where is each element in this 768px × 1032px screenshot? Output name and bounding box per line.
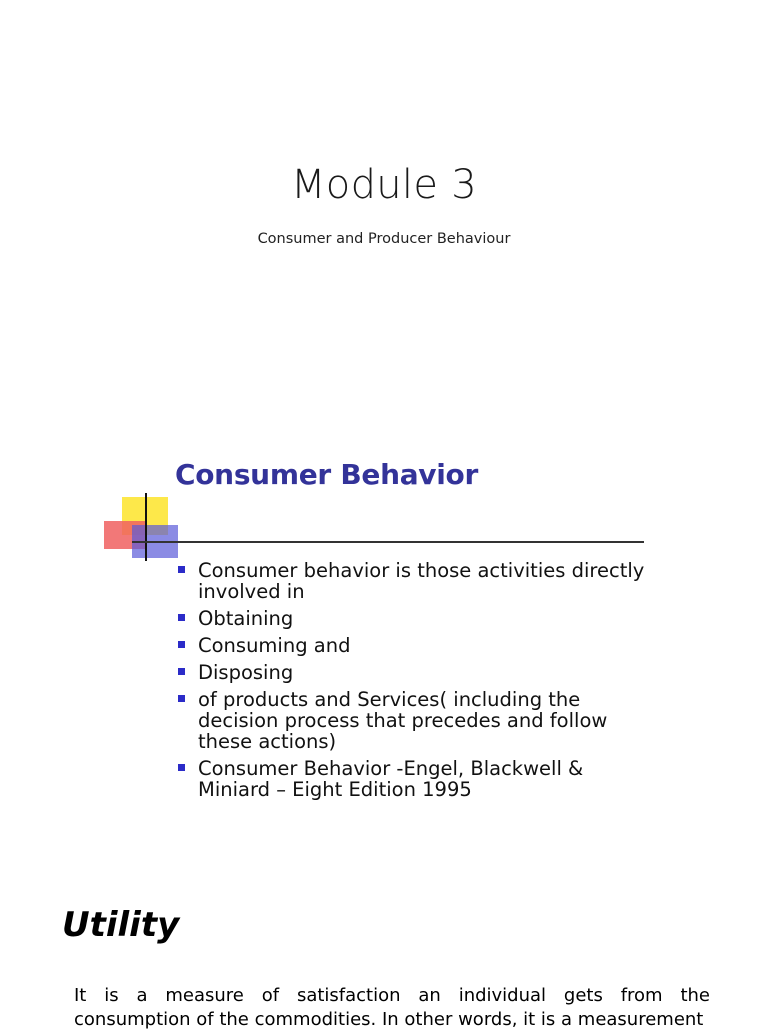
list-item [178, 635, 658, 656]
list-item-text: Consumer behavior is those activities directly involved in [198, 559, 645, 603]
bullet-list [178, 560, 658, 806]
title-slide [0, 0, 768, 420]
section-heading: Utility [62, 905, 180, 945]
square-bullet-icon [178, 614, 185, 621]
square-bullet-icon [178, 641, 185, 648]
page-title: Module 3 [290, 162, 477, 208]
decorative-vertical-line [145, 493, 147, 561]
section-body-text: It is a measure of satisfaction an individual gets from the consumption of the commodities. In other words, it is a measurement [74, 985, 710, 1030]
slide-heading: Consumer Behavior [175, 458, 478, 491]
list-item-text: Obtaining [198, 607, 294, 630]
list-item [178, 689, 658, 752]
list-item-text: of products and Services( including the decision process that precedes and follow these actions) [198, 688, 608, 753]
consumer-behavior-slide [100, 455, 660, 835]
list-item [178, 560, 658, 602]
page-subtitle: Consumer and Producer Behaviour [257, 231, 511, 247]
list-item [178, 608, 658, 629]
square-bullet-icon [178, 566, 185, 573]
square-bullet-icon [178, 668, 185, 675]
list-item-text: Disposing [198, 661, 294, 684]
list-item [178, 662, 658, 683]
square-bullet-icon [178, 695, 185, 702]
square-bullet-icon [178, 764, 185, 771]
list-item-text: Consumer Behavior -Engel, Blackwell & Miniard – Eight Edition 1995 [198, 757, 584, 801]
list-item [178, 758, 658, 800]
heading-divider-line [132, 541, 644, 543]
list-item-text: Consuming and [198, 634, 351, 657]
